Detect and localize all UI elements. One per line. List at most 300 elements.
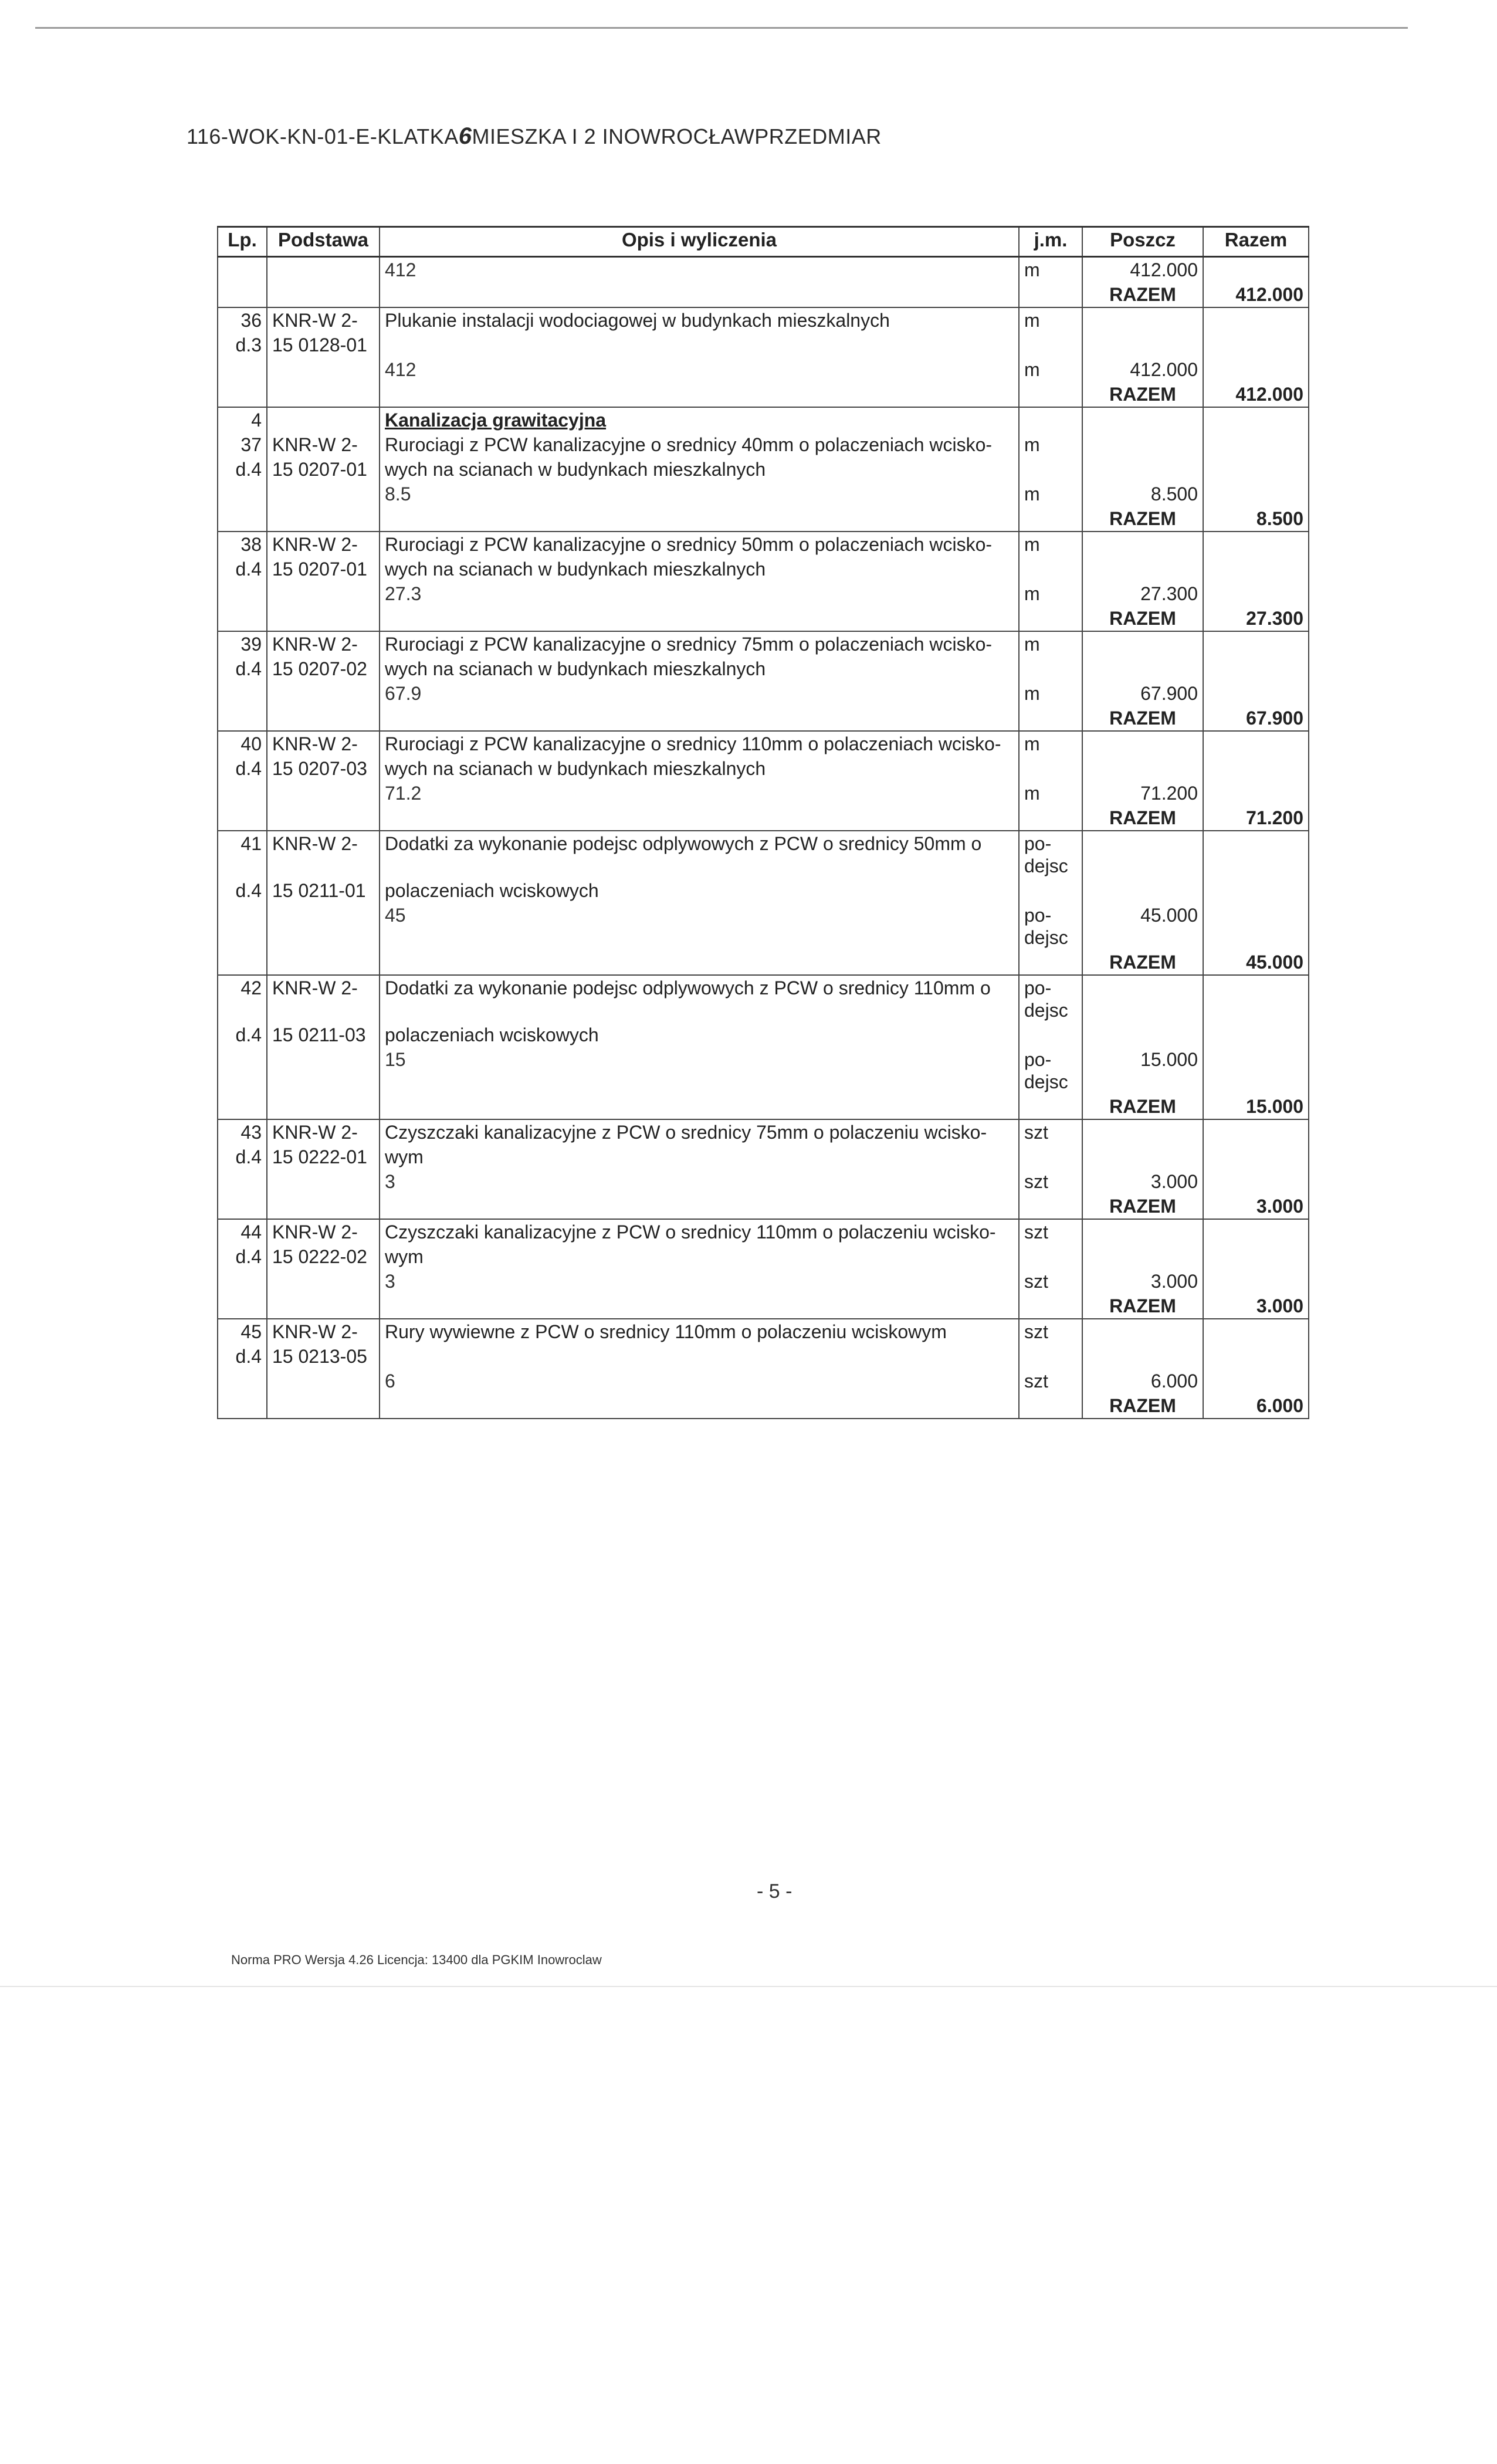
item-basis-line1: KNR-W 2-: [267, 975, 380, 1023]
table-row: [218, 878, 1309, 903]
item-chapter: d.4: [218, 557, 267, 581]
razem-value: 412.000: [1203, 382, 1309, 407]
empty-cell: [218, 706, 267, 731]
razem-value: 8.500: [1203, 506, 1309, 532]
item-description-cont: polaczeniach wciskowych: [380, 878, 1019, 903]
empty-cell: [218, 1369, 267, 1393]
empty-cell: [267, 1393, 380, 1419]
empty-cell: [1082, 1344, 1203, 1369]
item-unit: po-dejsc: [1019, 975, 1082, 1023]
empty-cell: [1203, 1023, 1309, 1047]
empty-cell: [1019, 706, 1082, 731]
item-poszcz: 67.900: [1082, 681, 1203, 706]
item-unit: m: [1019, 532, 1082, 557]
empty-cell: [1082, 1119, 1203, 1145]
scan-top-edge: [35, 27, 1408, 29]
item-calculation: 8.5: [380, 482, 1019, 506]
empty-cell: [380, 606, 1019, 631]
empty-cell: [1082, 457, 1203, 482]
item-unit: szt: [1019, 1319, 1082, 1344]
table-row-razem: [218, 382, 1309, 407]
empty-cell: [218, 1269, 267, 1294]
section-number: 4: [218, 407, 267, 432]
table-header-row: [218, 227, 1309, 257]
item-description-cont: wym: [380, 1145, 1019, 1169]
item-basis-line2: 15 0213-05: [267, 1344, 380, 1369]
empty-cell: [218, 781, 267, 805]
empty-cell: [218, 1194, 267, 1219]
razem-label: RAZEM: [1082, 1294, 1203, 1319]
empty-cell: [1082, 1023, 1203, 1047]
item-basis-line1: KNR-W 2-: [267, 1119, 380, 1145]
empty-cell: [1203, 1219, 1309, 1244]
empty-cell: [1203, 781, 1309, 805]
item-calc-unit: po-dejsc: [1019, 1047, 1082, 1094]
empty-cell: [1203, 1244, 1309, 1269]
empty-cell: [1019, 1294, 1082, 1319]
empty-cell: [1203, 1319, 1309, 1344]
table-row: [218, 457, 1309, 482]
item-description-cont: wym: [380, 1244, 1019, 1269]
item-poszcz: 6.000: [1082, 1369, 1203, 1393]
table-row-razem: [218, 606, 1309, 631]
item-unit: m: [1019, 631, 1082, 656]
empty-cell: [1203, 903, 1309, 950]
col-header-basis: Podstawa: [267, 227, 380, 257]
empty-cell: [218, 1169, 267, 1194]
empty-cell: [1019, 878, 1082, 903]
empty-cell: [1019, 506, 1082, 532]
empty-cell: [267, 1194, 380, 1219]
carry-unit: m: [1019, 257, 1082, 283]
empty-cell: [1203, 756, 1309, 781]
empty-cell: [267, 1047, 380, 1094]
item-chapter: d.4: [218, 878, 267, 903]
empty-cell: [267, 357, 380, 382]
razem-label: RAZEM: [1082, 606, 1203, 631]
item-calculation: 71.2: [380, 781, 1019, 805]
razem-value: 412.000: [1203, 282, 1309, 307]
empty-cell: [1082, 1145, 1203, 1169]
item-number: 36: [218, 307, 267, 333]
empty-cell: [1203, 333, 1309, 357]
empty-cell: [1203, 975, 1309, 1023]
table-row: [218, 357, 1309, 382]
empty-cell: [1082, 1244, 1203, 1269]
table-row: [218, 1023, 1309, 1047]
empty-cell: [1019, 333, 1082, 357]
item-basis-line1: KNR-W 2-: [267, 1319, 380, 1344]
item-basis-line1: KNR-W 2-: [267, 532, 380, 557]
empty-cell: [267, 1094, 380, 1119]
table-row: [218, 1344, 1309, 1369]
table-row: [218, 656, 1309, 681]
table-row: [218, 1047, 1309, 1094]
empty-cell: [1203, 1369, 1309, 1393]
item-calculation: 3: [380, 1269, 1019, 1294]
empty-cell: [1019, 1393, 1082, 1419]
empty-cell: [380, 1393, 1019, 1419]
carry-calc-row: [218, 257, 1309, 283]
table-row-razem: [218, 950, 1309, 975]
empty-cell: [1203, 357, 1309, 382]
empty-cell: [1203, 656, 1309, 681]
table-row: [218, 1119, 1309, 1145]
item-calculation: 67.9: [380, 681, 1019, 706]
empty-cell: [1082, 975, 1203, 1023]
empty-cell: [1019, 457, 1082, 482]
item-calc-unit: m: [1019, 581, 1082, 606]
item-calc-unit: m: [1019, 357, 1082, 382]
table-row-razem: [218, 1294, 1309, 1319]
empty-cell: [1203, 307, 1309, 333]
empty-cell: [267, 1294, 380, 1319]
item-calc-unit: po-dejsc: [1019, 903, 1082, 950]
empty-cell: [1082, 307, 1203, 333]
empty-cell: [267, 805, 380, 831]
item-number: 38: [218, 532, 267, 557]
empty-cell: [380, 950, 1019, 975]
empty-cell: [1203, 407, 1309, 432]
empty-cell: [1203, 731, 1309, 756]
empty-cell: [1019, 656, 1082, 681]
empty-cell: [1019, 557, 1082, 581]
empty-cell: [1082, 432, 1203, 457]
item-poszcz: 412.000: [1082, 357, 1203, 382]
table-row: [218, 1369, 1309, 1393]
empty-cell: [1082, 731, 1203, 756]
empty-cell: [1082, 407, 1203, 432]
item-chapter: d.4: [218, 1244, 267, 1269]
item-unit: m: [1019, 731, 1082, 756]
empty-cell: [267, 382, 380, 407]
razem-value: 3.000: [1203, 1194, 1309, 1219]
table-row: [218, 581, 1309, 606]
scan-bottom-edge: [0, 1986, 1497, 1987]
item-basis-line2: 15 0207-02: [267, 656, 380, 681]
razem-label: RAZEM: [1082, 1393, 1203, 1419]
empty-cell: [1082, 656, 1203, 681]
empty-cell: [1203, 1269, 1309, 1294]
item-description-cont: [380, 1344, 1019, 1369]
table-row: [218, 1319, 1309, 1344]
item-description-cont: [380, 333, 1019, 357]
empty-cell: [267, 950, 380, 975]
header-handwritten-mark: 6: [458, 123, 472, 149]
empty-cell: [1203, 1344, 1309, 1369]
item-basis-line2: 15 0207-03: [267, 756, 380, 781]
empty-cell: [380, 805, 1019, 831]
empty-cell: [218, 1047, 267, 1094]
razem-value: 45.000: [1203, 950, 1309, 975]
item-description: Dodatki za wykonanie podejsc odplywowych z PCW o srednicy 50mm o: [380, 831, 1019, 878]
empty-cell: [267, 1269, 380, 1294]
document-header: [187, 123, 882, 150]
empty-cell: [1082, 631, 1203, 656]
empty-cell: [1082, 532, 1203, 557]
empty-cell: [1203, 457, 1309, 482]
empty-cell: [1203, 532, 1309, 557]
item-description-cont: polaczeniach wciskowych: [380, 1023, 1019, 1047]
empty-cell: [1082, 557, 1203, 581]
item-calc-unit: m: [1019, 781, 1082, 805]
table-row: [218, 557, 1309, 581]
razem-value: 71.200: [1203, 805, 1309, 831]
table-row: [218, 681, 1309, 706]
table-row: [218, 1219, 1309, 1244]
table-row: [218, 731, 1309, 756]
empty-cell: [1203, 432, 1309, 457]
footer-license-note: Norma PRO Wersja 4.26 Licencja: 13400 dla PGKIM Inowroclaw: [231, 1952, 602, 1967]
item-description: Czyszczaki kanalizacyjne z PCW o srednicy 75mm o polaczeniu wcisko-: [380, 1119, 1019, 1145]
item-poszcz: 15.000: [1082, 1047, 1203, 1094]
item-chapter: d.4: [218, 1145, 267, 1169]
empty-cell: [1203, 631, 1309, 656]
table-body: [218, 257, 1309, 1419]
item-description-cont: wych na scianach w budynkach mieszkalnych: [380, 656, 1019, 681]
empty-cell: [1203, 581, 1309, 606]
empty-cell: [1019, 805, 1082, 831]
empty-cell: [1203, 1047, 1309, 1094]
empty-cell: [1019, 407, 1082, 432]
item-calculation: 45: [380, 903, 1019, 950]
empty-cell: [218, 506, 267, 532]
item-number: 41: [218, 831, 267, 878]
item-basis-line1: KNR-W 2-: [267, 831, 380, 878]
item-poszcz: 3.000: [1082, 1169, 1203, 1194]
razem-label: RAZEM: [1082, 282, 1203, 307]
table-row: [218, 756, 1309, 781]
col-header-description: Opis i wyliczenia: [380, 227, 1019, 257]
table-row: [218, 831, 1309, 878]
item-number: 43: [218, 1119, 267, 1145]
col-header-unit: j.m.: [1019, 227, 1082, 257]
carry-poszcz: 412.000: [1082, 257, 1203, 283]
empty-cell: [1019, 1094, 1082, 1119]
table-row: [218, 432, 1309, 457]
item-chapter: d.4: [218, 1023, 267, 1047]
table-row: [218, 307, 1309, 333]
table-row-razem: [218, 805, 1309, 831]
item-basis-line1: KNR-W 2-: [267, 1219, 380, 1244]
header-prefix: 116-WOK-KN-01-E-KLATKA: [187, 124, 459, 148]
empty-cell: [267, 581, 380, 606]
empty-cell: [218, 357, 267, 382]
item-calc-unit: m: [1019, 681, 1082, 706]
table-row-razem: [218, 1094, 1309, 1119]
table-row: [218, 1169, 1309, 1194]
empty-cell: [218, 382, 267, 407]
item-unit: m: [1019, 432, 1082, 457]
razem-label: RAZEM: [1082, 1094, 1203, 1119]
empty-cell: [1082, 333, 1203, 357]
table-row-razem: [218, 506, 1309, 532]
empty-cell: [1203, 482, 1309, 506]
item-basis-line2: 15 0211-03: [267, 1023, 380, 1047]
section-title: Kanalizacja grawitacyjna: [380, 407, 1019, 432]
item-basis-line2: 15 0222-01: [267, 1145, 380, 1169]
razem-label: RAZEM: [1082, 1194, 1203, 1219]
empty-cell: [1019, 1344, 1082, 1369]
empty-cell: [380, 506, 1019, 532]
empty-cell: [218, 1094, 267, 1119]
item-calculation: 27.3: [380, 581, 1019, 606]
empty-cell: [267, 903, 380, 950]
empty-cell: [1203, 831, 1309, 878]
empty-cell: [1082, 1319, 1203, 1344]
razem-value: 15.000: [1203, 1094, 1309, 1119]
item-chapter: d.4: [218, 1344, 267, 1369]
item-number: 37: [218, 432, 267, 457]
table-row: [218, 532, 1309, 557]
item-calc-unit: szt: [1019, 1369, 1082, 1393]
empty-cell: [1203, 681, 1309, 706]
table-row: [218, 1244, 1309, 1269]
cost-estimate-table: [217, 226, 1309, 1419]
razem-value: 67.900: [1203, 706, 1309, 731]
razem-label: RAZEM: [1082, 382, 1203, 407]
empty-cell: [1082, 878, 1203, 903]
empty-cell: [1019, 1023, 1082, 1047]
empty-cell: [1019, 606, 1082, 631]
page-number: - 5 -: [757, 1880, 792, 1903]
razem-label: RAZEM: [1082, 805, 1203, 831]
item-calc-unit: m: [1019, 482, 1082, 506]
item-number: 44: [218, 1219, 267, 1244]
empty-cell: [1203, 1169, 1309, 1194]
razem-label: RAZEM: [1082, 950, 1203, 975]
header-middle: MIESZKA I 2 INOWROCŁAW: [472, 124, 755, 148]
empty-cell: [218, 1294, 267, 1319]
empty-cell: [1019, 756, 1082, 781]
item-calculation: 412: [380, 357, 1019, 382]
table-row: [218, 631, 1309, 656]
item-calc-unit: szt: [1019, 1169, 1082, 1194]
empty-cell: [218, 1393, 267, 1419]
item-description-cont: wych na scianach w budynkach mieszkalnych: [380, 557, 1019, 581]
item-basis-line1: KNR-W 2-: [267, 307, 380, 333]
item-poszcz: 8.500: [1082, 482, 1203, 506]
empty-cell: [1019, 950, 1082, 975]
item-description: Rurociagi z PCW kanalizacyjne o srednicy 50mm o polaczeniach wcisko-: [380, 532, 1019, 557]
empty-cell: [218, 681, 267, 706]
carry-razem-row: [218, 282, 1309, 307]
empty-cell: [1082, 756, 1203, 781]
empty-cell: [380, 382, 1019, 407]
empty-cell: [1203, 557, 1309, 581]
item-basis-line2: 15 0222-02: [267, 1244, 380, 1269]
item-calculation: 6: [380, 1369, 1019, 1393]
empty-cell: [267, 506, 380, 532]
col-header-lp: Lp.: [218, 227, 267, 257]
item-basis-line2: 15 0207-01: [267, 457, 380, 482]
item-poszcz: 45.000: [1082, 903, 1203, 950]
empty-cell: [380, 1294, 1019, 1319]
empty-cell: [218, 805, 267, 831]
empty-cell: [1019, 1244, 1082, 1269]
empty-cell: [218, 950, 267, 975]
empty-cell: [267, 482, 380, 506]
item-number: 40: [218, 731, 267, 756]
empty-cell: [267, 706, 380, 731]
table-row: [218, 903, 1309, 950]
empty-cell: [1019, 382, 1082, 407]
empty-cell: [1082, 1219, 1203, 1244]
item-unit: szt: [1019, 1219, 1082, 1244]
empty-cell: [1019, 1194, 1082, 1219]
col-header-poszcz: Poszcz: [1082, 227, 1203, 257]
empty-cell: [1019, 1145, 1082, 1169]
table-row: [218, 482, 1309, 506]
empty-cell: [1203, 878, 1309, 903]
empty-cell: [1082, 831, 1203, 878]
table-row-razem: [218, 1393, 1309, 1419]
empty-cell: [380, 1094, 1019, 1119]
item-calculation: 15: [380, 1047, 1019, 1094]
item-description: Rurociagi z PCW kanalizacyjne o srednicy 75mm o polaczeniach wcisko-: [380, 631, 1019, 656]
item-basis-line2: 15 0207-01: [267, 557, 380, 581]
empty-cell: [380, 706, 1019, 731]
razem-label: RAZEM: [1082, 706, 1203, 731]
razem-value: 6.000: [1203, 1393, 1309, 1419]
item-unit: po-dejsc: [1019, 831, 1082, 878]
item-basis-line1: KNR-W 2-: [267, 731, 380, 756]
empty-cell: [267, 1369, 380, 1393]
item-description-cont: wych na scianach w budynkach mieszkalnych: [380, 457, 1019, 482]
item-calc-unit: szt: [1019, 1269, 1082, 1294]
item-description: Czyszczaki kanalizacyjne z PCW o srednicy 110mm o polaczeniu wcisko-: [380, 1219, 1019, 1244]
item-basis-line2: 15 0128-01: [267, 333, 380, 357]
item-basis-line1: KNR-W 2-: [267, 631, 380, 656]
empty-cell: [267, 407, 380, 432]
empty-cell: [218, 606, 267, 631]
empty-cell: [267, 1169, 380, 1194]
item-description: Dodatki za wykonanie podejsc odplywowych z PCW o srednicy 110mm o: [380, 975, 1019, 1023]
empty-cell: [267, 781, 380, 805]
empty-cell: [267, 606, 380, 631]
empty-cell: [218, 581, 267, 606]
table-row: [218, 333, 1309, 357]
table-row: [218, 1269, 1309, 1294]
item-description: Rurociagi z PCW kanalizacyjne o srednicy 110mm o polaczeniach wcisko-: [380, 731, 1019, 756]
item-description: Rury wywiewne z PCW o srednicy 110mm o polaczeniu wciskowym: [380, 1319, 1019, 1344]
empty-cell: [267, 681, 380, 706]
item-number: 45: [218, 1319, 267, 1344]
item-chapter: d.4: [218, 756, 267, 781]
item-poszcz: 71.200: [1082, 781, 1203, 805]
table-row: [218, 781, 1309, 805]
razem-label: RAZEM: [1082, 506, 1203, 532]
empty-cell: [1203, 1145, 1309, 1169]
item-unit: m: [1019, 307, 1082, 333]
item-calculation: 3: [380, 1169, 1019, 1194]
razem-value: 27.300: [1203, 606, 1309, 631]
item-description: Rurociagi z PCW kanalizacyjne o srednicy 40mm o polaczeniach wcisko-: [380, 432, 1019, 457]
empty-cell: [218, 482, 267, 506]
item-description: Plukanie instalacji wodociagowej w budynkach mieszkalnych: [380, 307, 1019, 333]
item-poszcz: 3.000: [1082, 1269, 1203, 1294]
item-basis-line2: 15 0211-01: [267, 878, 380, 903]
section-row: [218, 407, 1309, 432]
table-row: [218, 975, 1309, 1023]
item-description-cont: wych na scianach w budynkach mieszkalnych: [380, 756, 1019, 781]
item-number: 39: [218, 631, 267, 656]
razem-value: 3.000: [1203, 1294, 1309, 1319]
item-basis-line1: KNR-W 2-: [267, 432, 380, 457]
carry-calc: 412: [380, 257, 1019, 283]
empty-cell: [1203, 1119, 1309, 1145]
col-header-razem: Razem: [1203, 227, 1309, 257]
